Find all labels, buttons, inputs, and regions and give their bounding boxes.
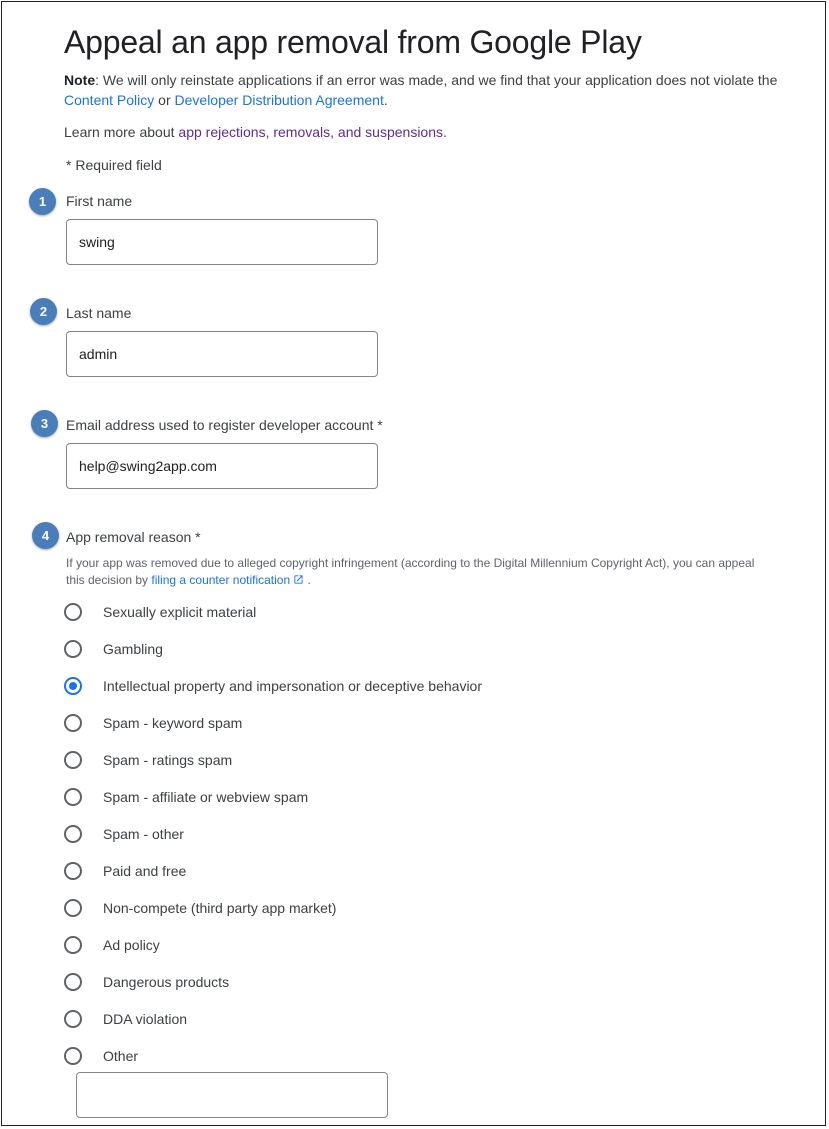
email-label: Email address used to register developer account * xyxy=(66,417,383,433)
last-name-label: Last name xyxy=(66,305,132,321)
radio-option-label: Spam - other xyxy=(103,826,184,842)
external-link-icon xyxy=(293,574,304,585)
note-period: . xyxy=(383,92,388,108)
radio-button[interactable] xyxy=(64,788,82,806)
radio-option-label: Ad policy xyxy=(103,937,160,953)
help-text: If your app was removed due to alleged copyright infringement (according to the Digital Millennium Copyright Act), you can appeal this decision by xyxy=(66,556,755,587)
radio-option-label: Spam - keyword spam xyxy=(103,715,243,731)
radio-option[interactable] xyxy=(64,1004,564,1034)
removal-reason-label: App removal reason * xyxy=(66,529,201,545)
radio-option-label: DDA violation xyxy=(103,1011,188,1027)
policy-note xyxy=(64,70,784,110)
radio-button[interactable] xyxy=(64,603,82,621)
radio-option[interactable] xyxy=(64,967,564,997)
radio-option-label: Intellectual property and impersonation or deceptive behavior xyxy=(103,678,483,694)
radio-option[interactable] xyxy=(64,634,564,664)
learn-suffix: . xyxy=(443,124,447,140)
radio-option-label: Sexually explicit material xyxy=(103,604,257,620)
step-badge-4: 4 xyxy=(32,522,59,549)
rejections-link[interactable]: app rejections, removals, and suspensions xyxy=(178,124,443,140)
note-label: Note xyxy=(64,72,96,88)
radio-button[interactable] xyxy=(64,862,82,880)
radio-button[interactable] xyxy=(64,714,82,732)
content-policy-link[interactable]: Content Policy xyxy=(64,92,155,108)
radio-button[interactable] xyxy=(64,825,82,843)
note-text: : We will only reinstate applications if an error was made, and we find that your application does not violate the xyxy=(95,72,778,88)
last-name-input[interactable] xyxy=(66,331,378,377)
radio-option-label: Dangerous products xyxy=(103,974,230,990)
step-badge-2: 2 xyxy=(30,298,57,325)
step-badge-3: 3 xyxy=(31,410,58,437)
radio-option[interactable] xyxy=(64,819,564,849)
radio-button[interactable] xyxy=(64,751,82,769)
radio-button[interactable] xyxy=(64,899,82,917)
note-or: or xyxy=(154,92,175,108)
radio-option[interactable] xyxy=(64,1041,564,1071)
radio-option-label: Spam - ratings spam xyxy=(103,752,233,768)
counter-notification-link[interactable]: filing a counter notification xyxy=(151,573,291,587)
page-frame xyxy=(1,1,826,1126)
help-suffix: . xyxy=(304,573,311,587)
email-input[interactable] xyxy=(66,443,378,489)
radio-button[interactable] xyxy=(64,1047,82,1065)
learn-prefix: Learn more about xyxy=(64,124,179,140)
page-title: Appeal an app removal from Google Play xyxy=(64,24,642,60)
radio-option-label: Spam - affiliate or webview spam xyxy=(103,789,309,805)
radio-option[interactable] xyxy=(64,671,564,701)
required-field-note: * Required field xyxy=(66,157,162,173)
radio-option[interactable] xyxy=(64,708,564,738)
first-name-label: First name xyxy=(66,193,133,209)
radio-option[interactable] xyxy=(64,893,564,923)
radio-option[interactable] xyxy=(64,597,564,627)
radio-option-label: Gambling xyxy=(103,641,163,657)
radio-option-label: Non-compete (third party app market) xyxy=(103,900,337,916)
copyright-help-text xyxy=(66,555,766,589)
radio-option[interactable] xyxy=(64,856,564,886)
radio-button[interactable] xyxy=(64,640,82,658)
radio-option[interactable] xyxy=(64,782,564,812)
radio-button[interactable] xyxy=(64,973,82,991)
radio-option[interactable] xyxy=(64,930,564,960)
dda-link[interactable]: Developer Distribution Agreement xyxy=(174,92,384,108)
radio-button[interactable] xyxy=(64,936,82,954)
radio-button[interactable] xyxy=(64,1010,82,1028)
radio-option-label: Other xyxy=(103,1048,139,1064)
first-name-input[interactable] xyxy=(66,219,378,265)
learn-more xyxy=(64,122,447,142)
other-reason-input[interactable] xyxy=(76,1072,388,1118)
radio-option[interactable] xyxy=(64,745,564,775)
step-badge-1: 1 xyxy=(29,188,56,215)
radio-option-label: Paid and free xyxy=(103,863,187,879)
radio-button-selected[interactable] xyxy=(64,677,82,695)
